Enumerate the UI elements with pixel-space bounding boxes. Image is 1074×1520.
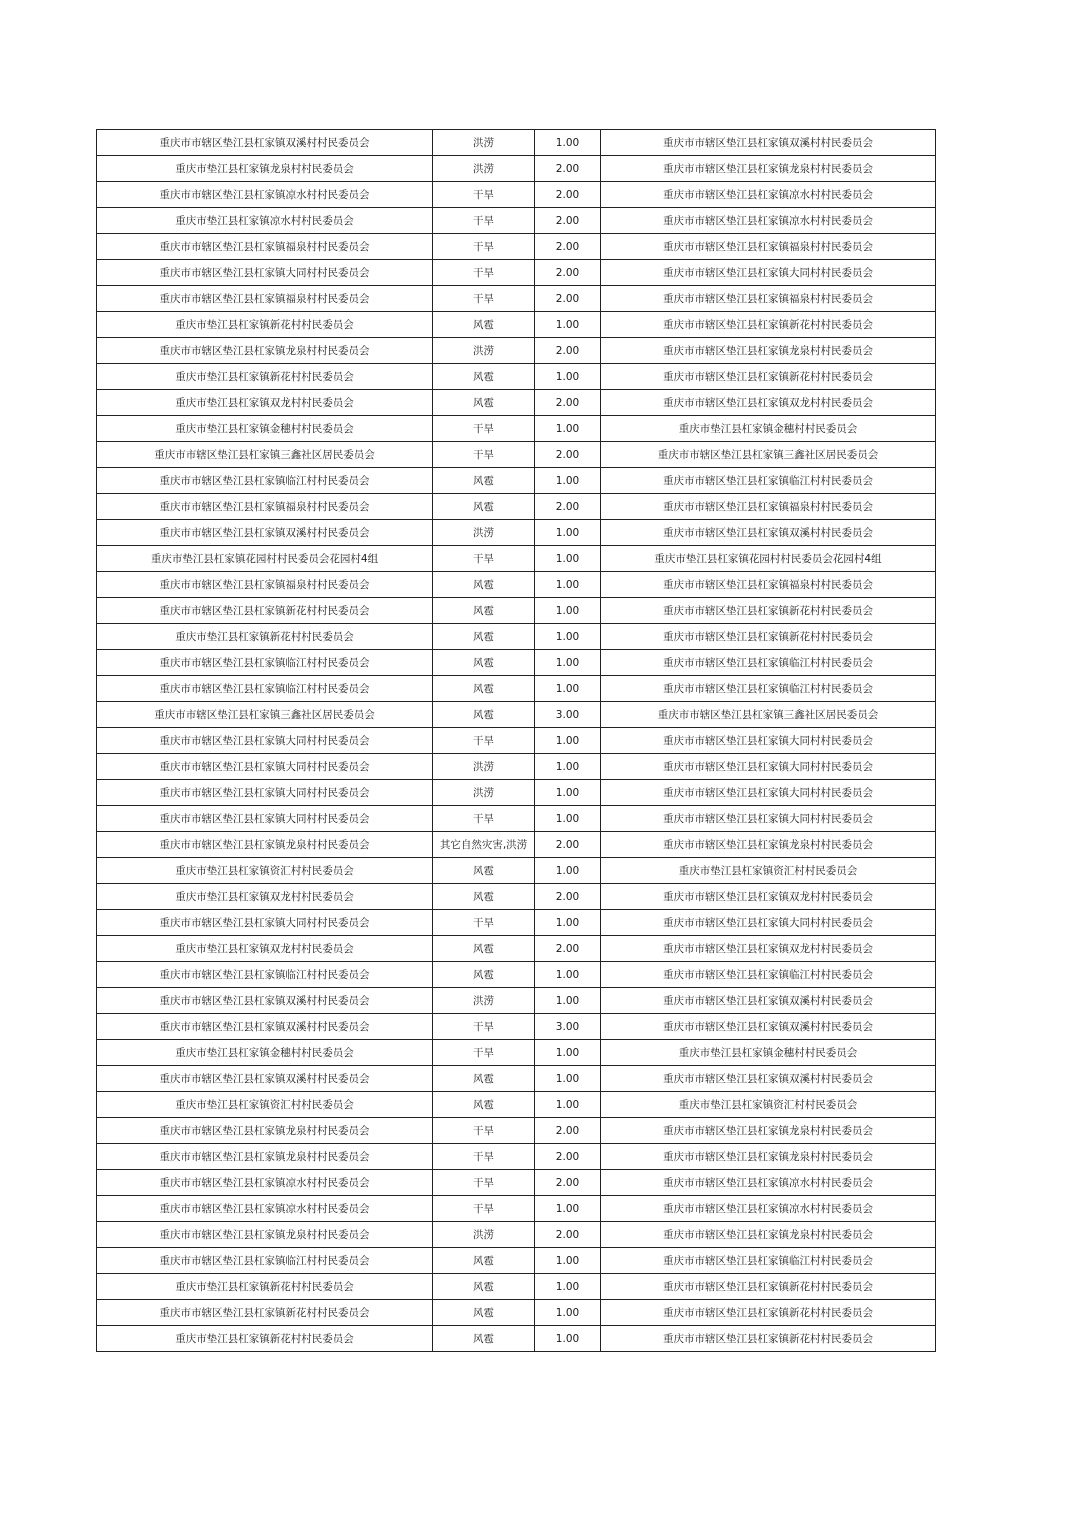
disaster-type-cell: 干旱 <box>433 234 535 260</box>
table-row <box>97 754 936 780</box>
disaster-type-cell: 风雹 <box>433 1326 535 1352</box>
disaster-type-cell: 风雹 <box>433 884 535 910</box>
disaster-type-cell: 洪涝 <box>433 780 535 806</box>
amount-cell: 1.00 <box>535 598 601 624</box>
amount-cell: 3.00 <box>535 1014 601 1040</box>
amount-cell: 1.00 <box>535 468 601 494</box>
address-cell: 重庆市市辖区垫江县杠家镇大同村村民委员会 <box>601 754 936 780</box>
disaster-type-cell: 干旱 <box>433 728 535 754</box>
amount-cell: 1.00 <box>535 858 601 884</box>
amount-cell: 1.00 <box>535 520 601 546</box>
village-committee-cell: 重庆市市辖区垫江县杠家镇龙泉村村民委员会 <box>97 832 433 858</box>
table-row <box>97 728 936 754</box>
amount-cell: 1.00 <box>535 910 601 936</box>
disaster-type-cell: 风雹 <box>433 598 535 624</box>
amount-cell: 2.00 <box>535 1222 601 1248</box>
table-row <box>97 650 936 676</box>
village-committee-cell: 重庆市市辖区垫江县杠家镇福泉村村民委员会 <box>97 234 433 260</box>
table-row <box>97 572 936 598</box>
address-cell: 重庆市市辖区垫江县杠家镇双龙村村民委员会 <box>601 936 936 962</box>
table-row <box>97 312 936 338</box>
disaster-type-cell: 风雹 <box>433 624 535 650</box>
disaster-type-cell: 风雹 <box>433 858 535 884</box>
disaster-type-cell: 风雹 <box>433 1300 535 1326</box>
village-committee-cell: 重庆市市辖区垫江县杠家镇龙泉村村民委员会 <box>97 1118 433 1144</box>
table-row <box>97 156 936 182</box>
disaster-type-cell: 干旱 <box>433 286 535 312</box>
table-row <box>97 130 936 156</box>
table-body <box>97 130 936 1352</box>
address-cell: 重庆市市辖区垫江县杠家镇新花村村民委员会 <box>601 364 936 390</box>
table-row <box>97 234 936 260</box>
disaster-type-cell: 风雹 <box>433 650 535 676</box>
disaster-type-cell: 风雹 <box>433 494 535 520</box>
village-committee-cell: 重庆市市辖区垫江县杠家镇福泉村村民委员会 <box>97 494 433 520</box>
address-cell: 重庆市市辖区垫江县杠家镇大同村村民委员会 <box>601 910 936 936</box>
village-committee-cell: 重庆市垫江县杠家镇新花村村民委员会 <box>97 364 433 390</box>
village-committee-cell: 重庆市市辖区垫江县杠家镇双溪村村民委员会 <box>97 1014 433 1040</box>
table-row <box>97 390 936 416</box>
amount-cell: 1.00 <box>535 546 601 572</box>
village-committee-cell: 重庆市市辖区垫江县杠家镇双溪村村民委员会 <box>97 988 433 1014</box>
disaster-type-cell: 洪涝 <box>433 338 535 364</box>
amount-cell: 1.00 <box>535 1300 601 1326</box>
table-row <box>97 442 936 468</box>
address-cell: 重庆市垫江县杠家镇金穗村村民委员会 <box>601 416 936 442</box>
disaster-type-cell: 风雹 <box>433 1248 535 1274</box>
address-cell: 重庆市市辖区垫江县杠家镇凉水村村民委员会 <box>601 1196 936 1222</box>
disaster-type-cell: 风雹 <box>433 702 535 728</box>
disaster-type-cell: 干旱 <box>433 1014 535 1040</box>
amount-cell: 2.00 <box>535 338 601 364</box>
address-cell: 重庆市垫江县杠家镇资汇村村民委员会 <box>601 1092 936 1118</box>
amount-cell: 2.00 <box>535 286 601 312</box>
table-row <box>97 468 936 494</box>
amount-cell: 1.00 <box>535 1040 601 1066</box>
amount-cell: 2.00 <box>535 884 601 910</box>
table-row <box>97 936 936 962</box>
disaster-type-cell: 干旱 <box>433 1118 535 1144</box>
amount-cell: 2.00 <box>535 832 601 858</box>
village-committee-cell: 重庆市市辖区垫江县杠家镇大同村村民委员会 <box>97 260 433 286</box>
table-row <box>97 962 936 988</box>
address-cell: 重庆市市辖区垫江县杠家镇大同村村民委员会 <box>601 260 936 286</box>
amount-cell: 1.00 <box>535 572 601 598</box>
amount-cell: 1.00 <box>535 1066 601 1092</box>
village-committee-cell: 重庆市垫江县杠家镇新花村村民委员会 <box>97 624 433 650</box>
village-committee-cell: 重庆市垫江县杠家镇凉水村村民委员会 <box>97 208 433 234</box>
table-row <box>97 598 936 624</box>
disaster-type-cell: 洪涝 <box>433 520 535 546</box>
amount-cell: 1.00 <box>535 624 601 650</box>
address-cell: 重庆市市辖区垫江县杠家镇新花村村民委员会 <box>601 598 936 624</box>
table-row <box>97 702 936 728</box>
disaster-type-cell: 风雹 <box>433 936 535 962</box>
amount-cell: 1.00 <box>535 754 601 780</box>
amount-cell: 1.00 <box>535 806 601 832</box>
address-cell: 重庆市市辖区垫江县杠家镇临江村村民委员会 <box>601 650 936 676</box>
table-row <box>97 1300 936 1326</box>
table-row <box>97 260 936 286</box>
table-row <box>97 1118 936 1144</box>
address-cell: 重庆市市辖区垫江县杠家镇新花村村民委员会 <box>601 1274 936 1300</box>
village-committee-cell: 重庆市市辖区垫江县杠家镇大同村村民委员会 <box>97 780 433 806</box>
table-row <box>97 546 936 572</box>
address-cell: 重庆市市辖区垫江县杠家镇临江村村民委员会 <box>601 676 936 702</box>
amount-cell: 2.00 <box>535 208 601 234</box>
address-cell: 重庆市市辖区垫江县杠家镇新花村村民委员会 <box>601 624 936 650</box>
table-row <box>97 1196 936 1222</box>
address-cell: 重庆市垫江县杠家镇金穗村村民委员会 <box>601 1040 936 1066</box>
disaster-type-cell: 洪涝 <box>433 988 535 1014</box>
disaster-type-cell: 洪涝 <box>433 754 535 780</box>
village-committee-cell: 重庆市垫江县杠家镇金穗村村民委员会 <box>97 1040 433 1066</box>
disaster-type-cell: 干旱 <box>433 1196 535 1222</box>
village-committee-cell: 重庆市市辖区垫江县杠家镇临江村村民委员会 <box>97 962 433 988</box>
address-cell: 重庆市市辖区垫江县杠家镇新花村村民委员会 <box>601 312 936 338</box>
amount-cell: 2.00 <box>535 182 601 208</box>
address-cell: 重庆市市辖区垫江县杠家镇福泉村村民委员会 <box>601 494 936 520</box>
village-committee-cell: 重庆市市辖区垫江县杠家镇福泉村村民委员会 <box>97 286 433 312</box>
disaster-type-cell: 风雹 <box>433 312 535 338</box>
address-cell: 重庆市市辖区垫江县杠家镇临江村村民委员会 <box>601 1248 936 1274</box>
table-row <box>97 676 936 702</box>
table-row <box>97 416 936 442</box>
amount-cell: 2.00 <box>535 260 601 286</box>
village-committee-cell: 重庆市市辖区垫江县杠家镇三鑫社区居民委员会 <box>97 442 433 468</box>
address-cell: 重庆市市辖区垫江县杠家镇三鑫社区居民委员会 <box>601 702 936 728</box>
village-committee-cell: 重庆市市辖区垫江县杠家镇龙泉村村民委员会 <box>97 1144 433 1170</box>
village-committee-cell: 重庆市市辖区垫江县杠家镇大同村村民委员会 <box>97 728 433 754</box>
table-row <box>97 624 936 650</box>
disaster-type-cell: 干旱 <box>433 806 535 832</box>
amount-cell: 2.00 <box>535 1144 601 1170</box>
address-cell: 重庆市市辖区垫江县杠家镇龙泉村村民委员会 <box>601 1118 936 1144</box>
table-row <box>97 1144 936 1170</box>
address-cell: 重庆市市辖区垫江县杠家镇双溪村村民委员会 <box>601 520 936 546</box>
table-row <box>97 1092 936 1118</box>
disaster-type-cell: 干旱 <box>433 910 535 936</box>
disaster-type-cell: 干旱 <box>433 546 535 572</box>
address-cell: 重庆市市辖区垫江县杠家镇大同村村民委员会 <box>601 728 936 754</box>
amount-cell: 1.00 <box>535 728 601 754</box>
amount-cell: 1.00 <box>535 1248 601 1274</box>
address-cell: 重庆市市辖区垫江县杠家镇凉水村村民委员会 <box>601 182 936 208</box>
village-committee-cell: 重庆市市辖区垫江县杠家镇双溪村村民委员会 <box>97 130 433 156</box>
address-cell: 重庆市市辖区垫江县杠家镇龙泉村村民委员会 <box>601 1222 936 1248</box>
amount-cell: 2.00 <box>535 936 601 962</box>
address-cell: 重庆市市辖区垫江县杠家镇双龙村村民委员会 <box>601 390 936 416</box>
amount-cell: 2.00 <box>535 234 601 260</box>
address-cell: 重庆市市辖区垫江县杠家镇福泉村村民委员会 <box>601 572 936 598</box>
table-row <box>97 910 936 936</box>
amount-cell: 1.00 <box>535 780 601 806</box>
disaster-type-cell: 其它自然灾害,洪涝 <box>433 832 535 858</box>
amount-cell: 1.00 <box>535 1326 601 1352</box>
village-committee-cell: 重庆市市辖区垫江县杠家镇新花村村民委员会 <box>97 598 433 624</box>
amount-cell: 1.00 <box>535 1092 601 1118</box>
village-committee-cell: 重庆市市辖区垫江县杠家镇龙泉村村民委员会 <box>97 338 433 364</box>
table-row <box>97 832 936 858</box>
address-cell: 重庆市垫江县杠家镇花园村村民委员会花园村4组 <box>601 546 936 572</box>
address-cell: 重庆市市辖区垫江县杠家镇大同村村民委员会 <box>601 780 936 806</box>
village-committee-cell: 重庆市市辖区垫江县杠家镇双溪村村民委员会 <box>97 1066 433 1092</box>
table-row <box>97 1274 936 1300</box>
disaster-type-cell: 干旱 <box>433 1170 535 1196</box>
table-row <box>97 494 936 520</box>
village-committee-cell: 重庆市垫江县杠家镇资汇村村民委员会 <box>97 858 433 884</box>
address-cell: 重庆市市辖区垫江县杠家镇双溪村村民委员会 <box>601 1014 936 1040</box>
address-cell: 重庆市市辖区垫江县杠家镇临江村村民委员会 <box>601 468 936 494</box>
disaster-type-cell: 干旱 <box>433 416 535 442</box>
address-cell: 重庆市市辖区垫江县杠家镇龙泉村村民委员会 <box>601 1144 936 1170</box>
disaster-type-cell: 干旱 <box>433 442 535 468</box>
disaster-type-cell: 风雹 <box>433 364 535 390</box>
village-committee-cell: 重庆市市辖区垫江县杠家镇大同村村民委员会 <box>97 754 433 780</box>
address-cell: 重庆市市辖区垫江县杠家镇临江村村民委员会 <box>601 962 936 988</box>
village-committee-cell: 重庆市市辖区垫江县杠家镇凉水村村民委员会 <box>97 182 433 208</box>
table-row <box>97 364 936 390</box>
address-cell: 重庆市市辖区垫江县杠家镇双溪村村民委员会 <box>601 130 936 156</box>
table-row <box>97 208 936 234</box>
disaster-type-cell: 风雹 <box>433 1274 535 1300</box>
village-committee-cell: 重庆市垫江县杠家镇新花村村民委员会 <box>97 1274 433 1300</box>
table-row <box>97 780 936 806</box>
amount-cell: 1.00 <box>535 416 601 442</box>
address-cell: 重庆市市辖区垫江县杠家镇龙泉村村民委员会 <box>601 156 936 182</box>
disaster-type-cell: 干旱 <box>433 1144 535 1170</box>
village-committee-cell: 重庆市市辖区垫江县杠家镇福泉村村民委员会 <box>97 572 433 598</box>
address-cell: 重庆市垫江县杠家镇资汇村村民委员会 <box>601 858 936 884</box>
amount-cell: 1.00 <box>535 312 601 338</box>
table-row <box>97 1014 936 1040</box>
village-committee-cell: 重庆市垫江县杠家镇新花村村民委员会 <box>97 1326 433 1352</box>
address-cell: 重庆市市辖区垫江县杠家镇凉水村村民委员会 <box>601 1170 936 1196</box>
address-cell: 重庆市市辖区垫江县杠家镇凉水村村民委员会 <box>601 208 936 234</box>
village-committee-cell: 重庆市垫江县杠家镇龙泉村村民委员会 <box>97 156 433 182</box>
address-cell: 重庆市市辖区垫江县杠家镇新花村村民委员会 <box>601 1300 936 1326</box>
village-committee-cell: 重庆市市辖区垫江县杠家镇临江村村民委员会 <box>97 468 433 494</box>
amount-cell: 1.00 <box>535 364 601 390</box>
amount-cell: 1.00 <box>535 988 601 1014</box>
amount-cell: 1.00 <box>535 130 601 156</box>
disaster-type-cell: 风雹 <box>433 962 535 988</box>
address-cell: 重庆市市辖区垫江县杠家镇双龙村村民委员会 <box>601 884 936 910</box>
amount-cell: 2.00 <box>535 442 601 468</box>
village-committee-cell: 重庆市垫江县杠家镇双龙村村民委员会 <box>97 390 433 416</box>
table-row <box>97 1170 936 1196</box>
disaster-type-cell: 干旱 <box>433 260 535 286</box>
village-committee-cell: 重庆市市辖区垫江县杠家镇大同村村民委员会 <box>97 806 433 832</box>
village-committee-cell: 重庆市垫江县杠家镇双龙村村民委员会 <box>97 936 433 962</box>
table-row <box>97 1222 936 1248</box>
table-row <box>97 182 936 208</box>
address-cell: 重庆市市辖区垫江县杠家镇新花村村民委员会 <box>601 1326 936 1352</box>
address-cell: 重庆市市辖区垫江县杠家镇龙泉村村民委员会 <box>601 832 936 858</box>
table-row <box>97 858 936 884</box>
amount-cell: 2.00 <box>535 1170 601 1196</box>
village-committee-cell: 重庆市垫江县杠家镇资汇村村民委员会 <box>97 1092 433 1118</box>
table-row <box>97 1326 936 1352</box>
amount-cell: 1.00 <box>535 1196 601 1222</box>
amount-cell: 1.00 <box>535 962 601 988</box>
village-committee-cell: 重庆市市辖区垫江县杠家镇双溪村村民委员会 <box>97 520 433 546</box>
disaster-type-cell: 风雹 <box>433 390 535 416</box>
address-cell: 重庆市市辖区垫江县杠家镇双溪村村民委员会 <box>601 1066 936 1092</box>
table-row <box>97 884 936 910</box>
amount-cell: 1.00 <box>535 1274 601 1300</box>
village-committee-cell: 重庆市垫江县杠家镇新花村村民委员会 <box>97 312 433 338</box>
village-committee-cell: 重庆市市辖区垫江县杠家镇临江村村民委员会 <box>97 650 433 676</box>
disaster-type-cell: 风雹 <box>433 468 535 494</box>
table-row <box>97 806 936 832</box>
village-committee-cell: 重庆市垫江县杠家镇双龙村村民委员会 <box>97 884 433 910</box>
disaster-type-cell: 干旱 <box>433 182 535 208</box>
disaster-type-cell: 风雹 <box>433 572 535 598</box>
disaster-type-cell: 风雹 <box>433 676 535 702</box>
village-committee-cell: 重庆市市辖区垫江县杠家镇新花村村民委员会 <box>97 1300 433 1326</box>
table-row <box>97 1040 936 1066</box>
village-committee-cell: 重庆市市辖区垫江县杠家镇凉水村村民委员会 <box>97 1170 433 1196</box>
amount-cell: 2.00 <box>535 156 601 182</box>
address-cell: 重庆市市辖区垫江县杠家镇龙泉村村民委员会 <box>601 338 936 364</box>
table-row <box>97 988 936 1014</box>
table-row <box>97 338 936 364</box>
village-committee-cell: 重庆市市辖区垫江县杠家镇大同村村民委员会 <box>97 910 433 936</box>
table-row <box>97 286 936 312</box>
disaster-type-cell: 风雹 <box>433 1092 535 1118</box>
village-committee-cell: 重庆市市辖区垫江县杠家镇三鑫社区居民委员会 <box>97 702 433 728</box>
table-row <box>97 520 936 546</box>
disaster-type-cell: 干旱 <box>433 208 535 234</box>
village-committee-cell: 重庆市市辖区垫江县杠家镇临江村村民委员会 <box>97 676 433 702</box>
address-cell: 重庆市市辖区垫江县杠家镇福泉村村民委员会 <box>601 286 936 312</box>
table-row <box>97 1248 936 1274</box>
address-cell: 重庆市市辖区垫江县杠家镇大同村村民委员会 <box>601 806 936 832</box>
amount-cell: 2.00 <box>535 494 601 520</box>
village-committee-cell: 重庆市市辖区垫江县杠家镇凉水村村民委员会 <box>97 1196 433 1222</box>
data-table <box>96 129 936 1352</box>
village-committee-cell: 重庆市垫江县杠家镇花园村村民委员会花园村4组 <box>97 546 433 572</box>
address-cell: 重庆市市辖区垫江县杠家镇双溪村村民委员会 <box>601 988 936 1014</box>
amount-cell: 1.00 <box>535 676 601 702</box>
amount-cell: 2.00 <box>535 1118 601 1144</box>
disaster-type-cell: 洪涝 <box>433 1222 535 1248</box>
amount-cell: 2.00 <box>535 390 601 416</box>
disaster-type-cell: 洪涝 <box>433 130 535 156</box>
address-cell: 重庆市市辖区垫江县杠家镇福泉村村民委员会 <box>601 234 936 260</box>
address-cell: 重庆市市辖区垫江县杠家镇三鑫社区居民委员会 <box>601 442 936 468</box>
table-row <box>97 1066 936 1092</box>
amount-cell: 3.00 <box>535 702 601 728</box>
disaster-type-cell: 风雹 <box>433 1066 535 1092</box>
disaster-type-cell: 洪涝 <box>433 156 535 182</box>
amount-cell: 1.00 <box>535 650 601 676</box>
village-committee-cell: 重庆市市辖区垫江县杠家镇临江村村民委员会 <box>97 1248 433 1274</box>
village-committee-cell: 重庆市垫江县杠家镇金穗村村民委员会 <box>97 416 433 442</box>
disaster-type-cell: 干旱 <box>433 1040 535 1066</box>
village-committee-cell: 重庆市市辖区垫江县杠家镇龙泉村村民委员会 <box>97 1222 433 1248</box>
